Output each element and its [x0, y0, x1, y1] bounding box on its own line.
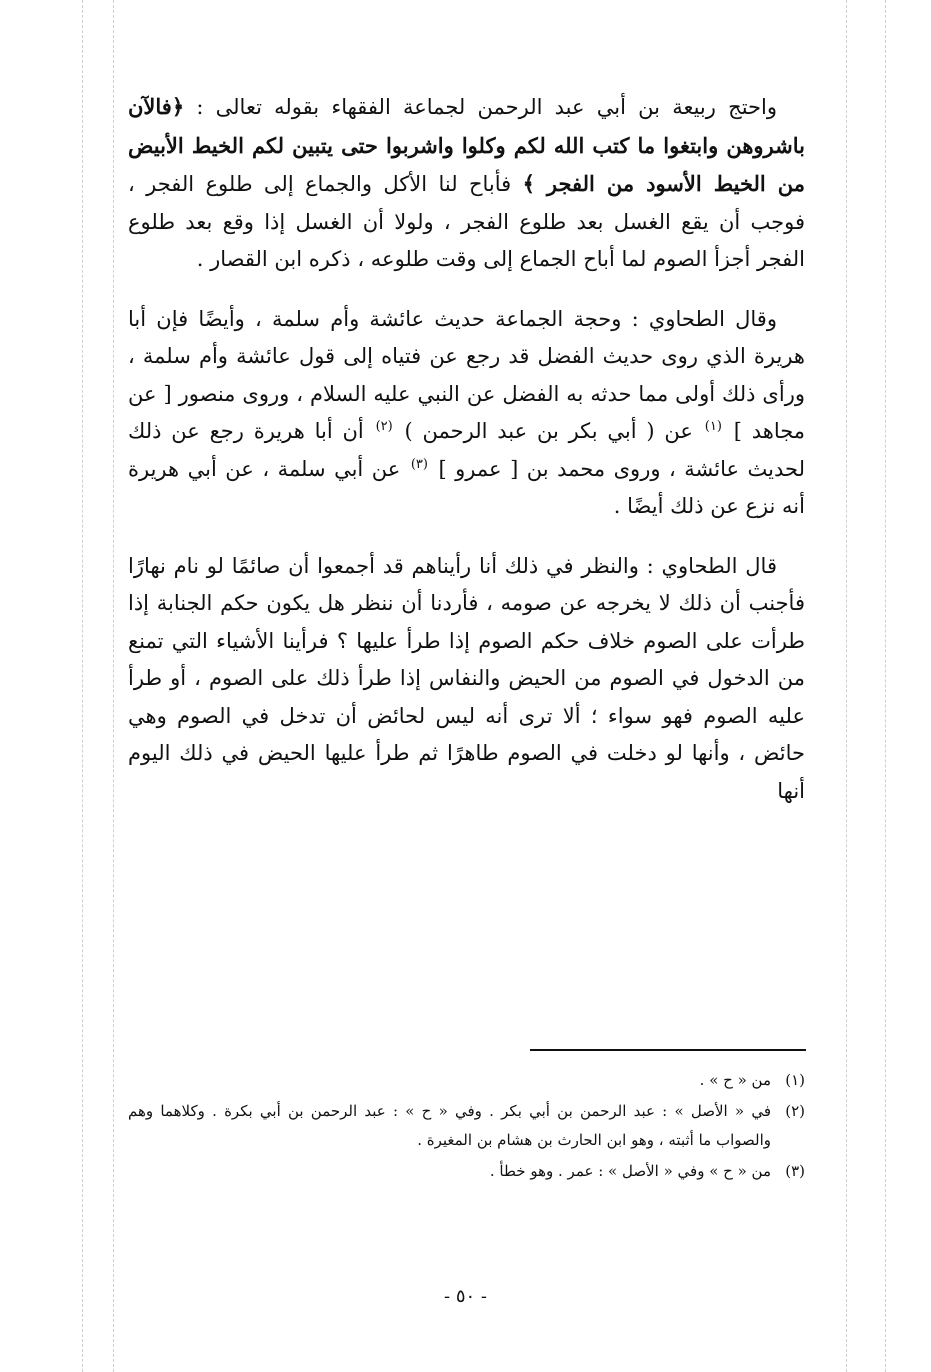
quran-verse: ﴿فالآن باشروهن وابتغوا ما كتب الله لكم وكلوا واشربوا حتى يتبين لكم الخيط الأبيض من الخيط الأسود من الفجر ﴾ [128, 94, 805, 196]
text-segment: وقال الطحاوي : وحجة الجماعة حديث عائشة وأم سلمة ، وأيضًا فإن أبا هريرة الذي روى حديث الفضل قد رجع عن فتياه إلى قول عائشة وأم سلمة ، ورأى ذلك أولى مما حدثه به الفضل عن النبي عليه السلام ، وروى منصور [ عن مجاهد ] [128, 306, 806, 443]
footnote-text: في « الأصل » : عبد الرحمن بن أبي بكر . وفي « ح » : عبد الرحمن بن أبي بكرة . وكلاهما وهم والصواب ما أثبته ، وهو ابن الحارث بن هشام بن المغيرة . [128, 1102, 771, 1149]
footnote-1 [128, 1066, 805, 1095]
paragraph-3 [128, 548, 805, 811]
text-segment: عن ( أبي بكر بن عبد الرحمن ) [394, 419, 703, 443]
footnote-3 [128, 1157, 805, 1186]
footnote-reference: (٢) [375, 419, 393, 434]
footnote-reference: (٣) [410, 456, 428, 472]
guide-line-left [82, 0, 83, 1372]
footnote-2 [128, 1097, 805, 1155]
text-segment: واحتج ربيعة بن أبي عبد الرحمن لجماعة الفقهاء بقوله تعالى : [184, 95, 777, 119]
paragraph-1 [128, 88, 805, 279]
footnote-separator [530, 1049, 806, 1051]
guide-line-left-inner [113, 0, 114, 1372]
paragraph-2 [128, 301, 805, 526]
text-segment: عن أبي سلمة ، عن أبي هريرة أنه نزع عن ذلك أيضًا . [128, 456, 805, 518]
footnote-text: من « ح » . [699, 1071, 771, 1089]
footnotes [128, 1066, 805, 1188]
guide-line-right-outer [885, 0, 886, 1372]
text-segment: أن أبا هريرة رجع عن ذلك لحديث عائشة ، وروى محمد بن [ عمرو ] [128, 419, 805, 481]
footnote-reference: (١) [704, 419, 722, 434]
footnote-number: (٢) [785, 1102, 805, 1120]
footnote-number: (١) [785, 1071, 805, 1089]
main-text [128, 88, 805, 832]
guide-line-right [846, 0, 847, 1372]
footnote-text: من « ح » وفي « الأصل » : عمر . وهو خطأ . [489, 1162, 771, 1180]
text-segment: قال الطحاوي : والنظر في ذلك أنا رأيناهم قد أجمعوا أن صائمًا لو نام نهارًا فأجنب أن ذلك لا يخرجه عن صومه ، فأردنا أن ننظر هل يكون حكم الجنابة إذا طرأت على الصوم خلاف حكم الصوم إذا طرأ عليها ؟ فرأينا الأشياء التي تمنع من الدخول في الصوم من الحيض والنفاس إذا طرأ ذلك على الصوم ، أو طرأ عليه الصوم فهو سواء ؛ ألا ترى أنه ليس لحائض أن تدخل في الصوم وهي حائض ، وأنها لو دخلت في الصوم طاهرًا ثم طرأ عليها الحيض في ذلك اليوم أنها [128, 553, 806, 803]
footnote-number: (٣) [785, 1162, 805, 1180]
page-number: - ٥٠ - [444, 1286, 487, 1307]
text-segment: فأباح لنا الأكل والجماع إلى طلوع الفجر ، فوجب أن يقع الغسل بعد طلوع الفجر ، ولولا أن الغسل إذا وقع بعد طلوع الفجر أجزأ الصوم لما أباح الجماع إلى وقت طلوعه ، ذكره ابن القصار . [128, 172, 805, 271]
